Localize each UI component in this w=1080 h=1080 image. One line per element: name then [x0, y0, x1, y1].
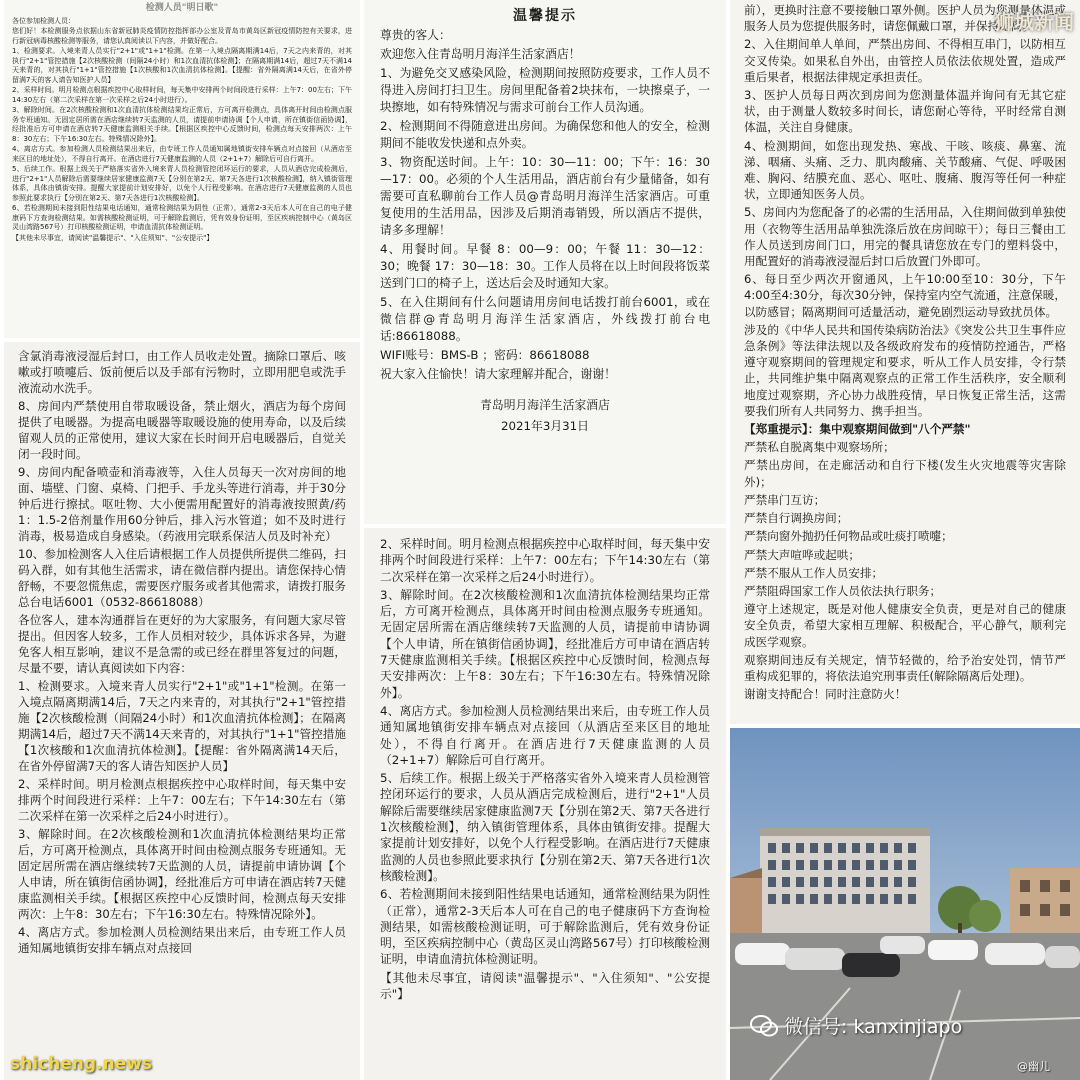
notice-line: 4、离店方式。参加检测人员检测结果出来后，由专班工作人员通知属地镇街安排车辆点对点接回（从酒店至来区目的地址处），不得自行离开。在酒店进行7天健康监测的人员（2+1+7）解除后可自行离开。: [380, 703, 710, 767]
notice-line: 2、入住期间单人单间，严禁出房间、不得相互串门，以防相互交叉传染。如果私自外出，由管控人员依法依规处置，造成严重后果者，根据法律规定承担责任。: [744, 37, 1066, 84]
notice-line: 10、参加检测客人入住后请根据工作人员提供所提供二维码，扫码入群，如有其他生活需求，请在微信群内提出。请您保持心情舒畅，不要忽慌焦虑，需要医疗服务或者其他需求，请拨打服务总台电话6001（0532-86618088）: [18, 547, 346, 609]
notice-line: 严禁向窗外抛扔任何物品或吐痰打喷嚏；: [744, 529, 953, 544]
notice-panel-right: [730, 0, 1080, 724]
notice-line: 2、检测期间不得随意进出房间。为确保您和他人的安全，检测期间不能收发快递和点外卖。: [380, 119, 710, 150]
notice-line: 严禁自行调换房间；: [744, 511, 849, 526]
notice-line: 2、采样时间。明月检测点根据疾控中心取样时间，每天集中安排两个时间段进行采样：上午7：00左右；下午14:30左右（第二次采样在第一次采样之后24小时进行）。: [12, 86, 352, 104]
notice-line: 5、后续工作。根据上级关于严格落实省外入境来青人员检测管控闭环运行的要求，人员从酒店完成检测后，进行"2+1"人员解除后需要继续居家健康监测7天【分别在第2天、第7天各进行1次核酸检测】，纳入镇街管理体系，具体由镇街安排。提醒大家提前计划安排好，以免个人行程受影响。在酒店进行7天健康监测的人员也参照此要求执行【分别在第2天、第7天各进行1次核酸检测】。: [380, 771, 710, 883]
wechat-icon: [750, 1015, 778, 1037]
notice-line: 3、医护人员每日两次到房间为您测量体温并询问有无其它症状，由于测量人数较多时间长，请您耐心等待，平时经常自测体温，关注自身健康。: [744, 88, 1066, 135]
notice-line: 严禁阻碍国家工作人员依法执行职务；: [744, 583, 942, 598]
wifi-info: WIFI账号：BMS-B ；密码：86618088: [380, 348, 590, 362]
notice-line: 【其他未尽事宜，请阅读"温馨提示"、"入住须知"、"公安提示"】: [380, 970, 710, 1002]
notice-panel-top-left: [4, 0, 360, 338]
notice-line: 6、若检测期间未接到阳性结果电话通知，通常检测结果为阴性（正常），通常2-3天后本人可在自己的电子健康码下方查询检测结果，如需核酸检测证明，可于解除监测后，凭有效身份证明，至区疾病控制中心（黄岛区灵山湾路567号）打印核酸检测证明，申请血清抗体检测证明。: [380, 887, 710, 967]
notice-line: 含氯消毒液浸湿后封口，由工作人员收走处置。摘除口罩后、咳嗽或打喷嚏后、饭前便后以及手部有污物时，立即用肥皂或洗手液流动水洗手。: [18, 349, 346, 395]
warm-tips-panel: [364, 0, 726, 524]
notice-line: 严禁不服从工作人员安排；: [744, 565, 884, 580]
notice-line: 1、检测要求。入境来青人员实行"2+1"或"1+1"检测。在第一入境点隔离期满14后，7天之内来青的，对其执行"2+1"管控措施【2次核酸检测（间隔24小时）和1次血清抗体检测】；在隔离期满14后，超过7天不满14天来青的，对其执行"1+1"管控措施【1次核酸和1次血清抗体检测】。【提醒：省外隔离满14天后，在省外停留满7天的客人请告知医护人员】: [12, 47, 352, 84]
notice-line: 欢迎您入住青岛明月海洋生活家酒店！: [380, 47, 581, 61]
notice-line: 您们好！本检测服务点依据山东省新冠肺炎疫情防控指挥部办公室及青岛市黄岛区新冠疫情防控有关要求，进行新冠病毒核酸检测等服务，请您认真阅读以下内容，并做好配合。: [12, 27, 352, 45]
notice-line: 8、房间内严禁使用自带取暖设备，禁止烟火，酒店为每个房间提供了电暖器。为提高电暖器等取暖设施的使用寿命，以及后续留观人员的正常使用，建议大家在长时间开启电暖器后，自觉关闭一段时间。: [18, 399, 346, 461]
notice-line: 各位参加检测人员：: [12, 16, 75, 25]
notice-line: 严禁出房间，在走廊活动和自行下楼(发生火灾地震等灾害除外)；: [744, 458, 1066, 489]
watermark-top-right: 狮城新闻: [994, 10, 1074, 34]
notice-line: 3、物资配送时间。上午：10：30—11：00；下午：16：30—17：00。必须的个人生活用品，酒店前台有少量储备，如有需要可直私聊前台工作人员@青岛明月海洋生活家酒店。可重复使用的生活用品，因涉及后期消毒销毁，所以酒店不提供，请多多理解！: [380, 155, 710, 237]
notice-panel-bottom-center: [364, 528, 726, 1080]
hotel-signature: 青岛明月海洋生活家酒店: [480, 398, 610, 412]
notice-line: 3、解除时间。在2次核酸检测和1次血清抗体检测结果均正常后，方可离开检测点，具体离开时间由检测点服务专班通知。无固定居所需在酒店继续转7天监测的人员，请提前申请协调【个人申请，所在镇街信函协调】，经批准后方可申请在酒店转7天健康监测相关手续。【根据区疾控中心反馈时间，检测点每天安排两次：上午8：30左右；下午16:30左右。特殊情况除外】。: [18, 827, 346, 921]
notice-line: 观察期间违反有关规定，情节轻微的，给予治安处罚，情节严重构成犯罪的，将依法追究刑事责任(解除隔离后处理)。: [744, 652, 1066, 683]
panel-title: 检测人员"明日歌": [145, 3, 219, 13]
wechat-watermark: [750, 1012, 962, 1039]
notice-line: 1、检测要求。入境来青人员实行"2+1"或"1+1"检测。在第一入境点隔离期满14后，7天之内来青的，对其执行"2+1"管控措施【2次核酸检测（间隔24小时）和1次血清抗体检测】；在隔离期满14后，超过7天不满14天来青的，对其执行"1+1"管控措施【1次核酸和1次血清抗体检测】。【提醒：省外隔离满14天后，在省外停留满7天的客人请告知医护人员】: [18, 679, 346, 773]
notice-line: 涉及的《中华人民共和国传染病防治法》《突发公共卫生事件应急条例》等法律法规以及各级政府发布的疫情防控通告，严格遵守观察期间的管理规定和要求，听从工作人员安排，令行禁止，共同维护集中隔离观察点的正常工作生活秩序，安全顺利地度过观察期，齐心协力战胜疫情，早日恢复正常生活，这需要我们所有人共同努力、携手担当。: [744, 322, 1066, 418]
notice-line: 2、采样时间。明月检测点根据疾控中心取样时间，每天集中安排两个时间段进行采样：上午7：00左右；下午14:30左右（第二次采样在第一次采样之后24小时进行）。: [18, 777, 346, 823]
notice-line: 6、若检测期间未接到阳性结果电话通知，通常检测结果为阴性（正常），通常2-3天后本人可在自己的电子健康码下方查询检测结果。如需核酸检测证明，可于解除监测后，凭有效身份证明，至区疾病控制中心（黄岛区灵山湾路567号）打印核酸检测证明，申请血清抗体检测证明。: [12, 204, 352, 231]
notice-line: 5、后续工作。根据上级关于严格落实省外入境来青人员检测管控闭环运行的要求，人员从酒店完成检测后，进行"2+1"人员解除后需要继续居家健康监测7天【分别在第2天、第7天各进行1次核酸检测】，纳入镇街管理体系，具体由镇街安排。提醒大家提前计划安排好，以免个人行程受影响。在酒店进行7天健康监测的人员也参照此要求执行【分别在第2天、第7天各进行1次核酸检测】。: [12, 165, 352, 202]
notice-line: 3、解除时间。在2次核酸检测和1次血清抗体检测结果均正常后，方可离开检测点，具体离开时间由检测点服务专班通知。无固定居所需在酒店继续转7天监测的人员，请提前申请协调【个人申请，所在镇街信函协调】，经批准后方可申请在酒店转7天健康监测相关手续。【根据区疾控中心反馈时间，检测点每天安排两次：上午8：30左右；下午16:30左右。特殊情况除外】。: [12, 106, 352, 143]
notice-line: 4、离店方式。参加检测人员检测结果出来后，由专班工作人员通知属地镇街安排车辆点对点接回（从酒店至来区目的地址处），不得自行离开。在酒店进行7天健康监测的人员（2+1+7）解除后可自行离开。: [12, 145, 352, 163]
panel-title: 温馨提示: [513, 8, 577, 24]
notice-line: 【郑重提示】：集中观察期间做到"八个严禁": [744, 422, 971, 437]
notice-line: 遵守上述规定，既是对他人健康安全负责，更是对自己的健康安全负责，希望大家相互理解、积极配合，平心静气，顺利完成医学观察。: [744, 602, 1066, 649]
notice-line: 4、检测期间，如您出现发热、寒战、干咳、咳痰、鼻塞、流涕、咽痛、头痛、乏力、肌肉酸痛、关节酸痛、气促、呼吸困难、胸闷、结膜充血、恶心、呕吐、腹痛、腹泻等任何一种症状，立即通知医务人员。: [744, 138, 1066, 202]
wechat-id-text: 微信号: kanxinjiapo: [784, 1016, 963, 1038]
notice-line: 2、采样时间。明月检测点根据疾控中心取样时间，每天集中安排两个时间段进行采样：上午7：00左右；下午14:30左右（第二次采样在第一次采样之后24小时进行）。: [380, 537, 710, 584]
notice-line: 5、在入住期间有什么问题请用房间电话拨打前台6001，或在微信群@青岛明月海洋生活家酒店，外线拨打前台电话:86618088。: [380, 295, 710, 343]
notice-line: 9、房间内配备喷壶和消毒液等，入住人员每天一次对房间的地面、墙壁、门窗、桌椅、门把手、手龙头等进行消毒，并于30分钟后进行擦拭。呕吐物、大小便需用配置好的消毒液按照黄/药1：1.5-2倍剂量作用60分钟后，排入污水管道；如不及时进行消毒，极易造成自身感染。（药液用完联系保洁人员及时补充）: [18, 465, 346, 543]
notice-line: 4、离店方式。参加检测人员检测结果出来后，由专班工作人员通知属地镇街安排车辆点对点接回: [18, 925, 346, 955]
notice-line: 【其他未尽事宜，请阅读"温馨提示"、"入住须知"、"公安提示"】: [12, 233, 214, 242]
notice-line: 谢谢支持配合！同时注意防火！: [744, 687, 907, 702]
notice-line: 前），更换时注意不要接触口罩外侧。医护人员为您测量体温或服务人员为您提供服务时，请您佩戴口罩，并保持距离。: [744, 3, 1066, 34]
notice-line: 严禁大声喧哗或起哄；: [744, 547, 860, 562]
notice-line: 祝大家入住愉快！请大家理解并配合，谢谢！: [380, 367, 616, 381]
greeting: 尊贵的客人：: [380, 28, 451, 42]
notice-line: 3、解除时间。在2次核酸检测和1次血清抗体检测结果均正常后，方可离开检测点，具体离开时间由检测点服务专班通知。无固定居所需在酒店继续转7天监测的人员，请提前申请协调【个人申请，所在镇街信函协调】，经批准后方可申请在酒店转7天健康监测相关手续。【根据区疾控中心反馈时间，检测点每天安排两次：上午8：30左右；下午16:30左右。特殊情况除外】。: [380, 587, 710, 700]
notice-line: 5、房间内为您配备了的必需的生活用品，入住期间做到单独使用（衣物等生活用品单独洗涤后放在房间晾干）；每日三餐由工作人员送到房间门口，用完的餐具请您放在专门的塑料袋中，用配置好的消毒液浸湿后封口后放置门外即可。: [744, 205, 1066, 269]
notice-line: 1、为避免交叉感染风险，检测期间按照防疫要求，工作人员不得进入房间打扫卫生。房间里配备着2块抹布，一块擦桌子，一块擦地，如有特殊情况与需求可前台工作人员沟通。: [380, 66, 710, 114]
notice-line: 严禁私自脱离集中观察场所；: [744, 440, 895, 455]
notice-line: 4、用餐时间。早餐 8：00—9：00；午餐 11：30—12：30；晚餐 17：30—18：30。工作人员将在以上时间段将饭菜送到门口的椅子上，送达后会及时通知大家。: [380, 242, 710, 290]
notice-line: 6、每日至少两次开窗通风，上午10:00至10：30分，下午4:00至4:30分，每次30分钟，保持室内空气流通，注意保暖，以防感冒；隔离期间可适量活动，避免剧烈运动导致扰员体。: [744, 272, 1066, 319]
watermark-bottom-left: shicheng.news: [10, 1054, 152, 1074]
notice-line: 各位客人，建本沟通群旨在更好的为大家服务，有问题大家尽管提出。但因客人较多，工作人员相对较少，具体诉求各异，为避免客人相互影响，建议不是急需的或已经在群里答复过的问题，尽量不要，请认真阅读如下内容：: [18, 613, 346, 675]
notice-panel-bottom-left: [4, 342, 360, 1080]
notice-line: 严禁串门互访；: [744, 492, 826, 507]
photo-credit: @幽儿: [1017, 1060, 1050, 1073]
notice-date: 2021年3月31日: [501, 419, 589, 433]
